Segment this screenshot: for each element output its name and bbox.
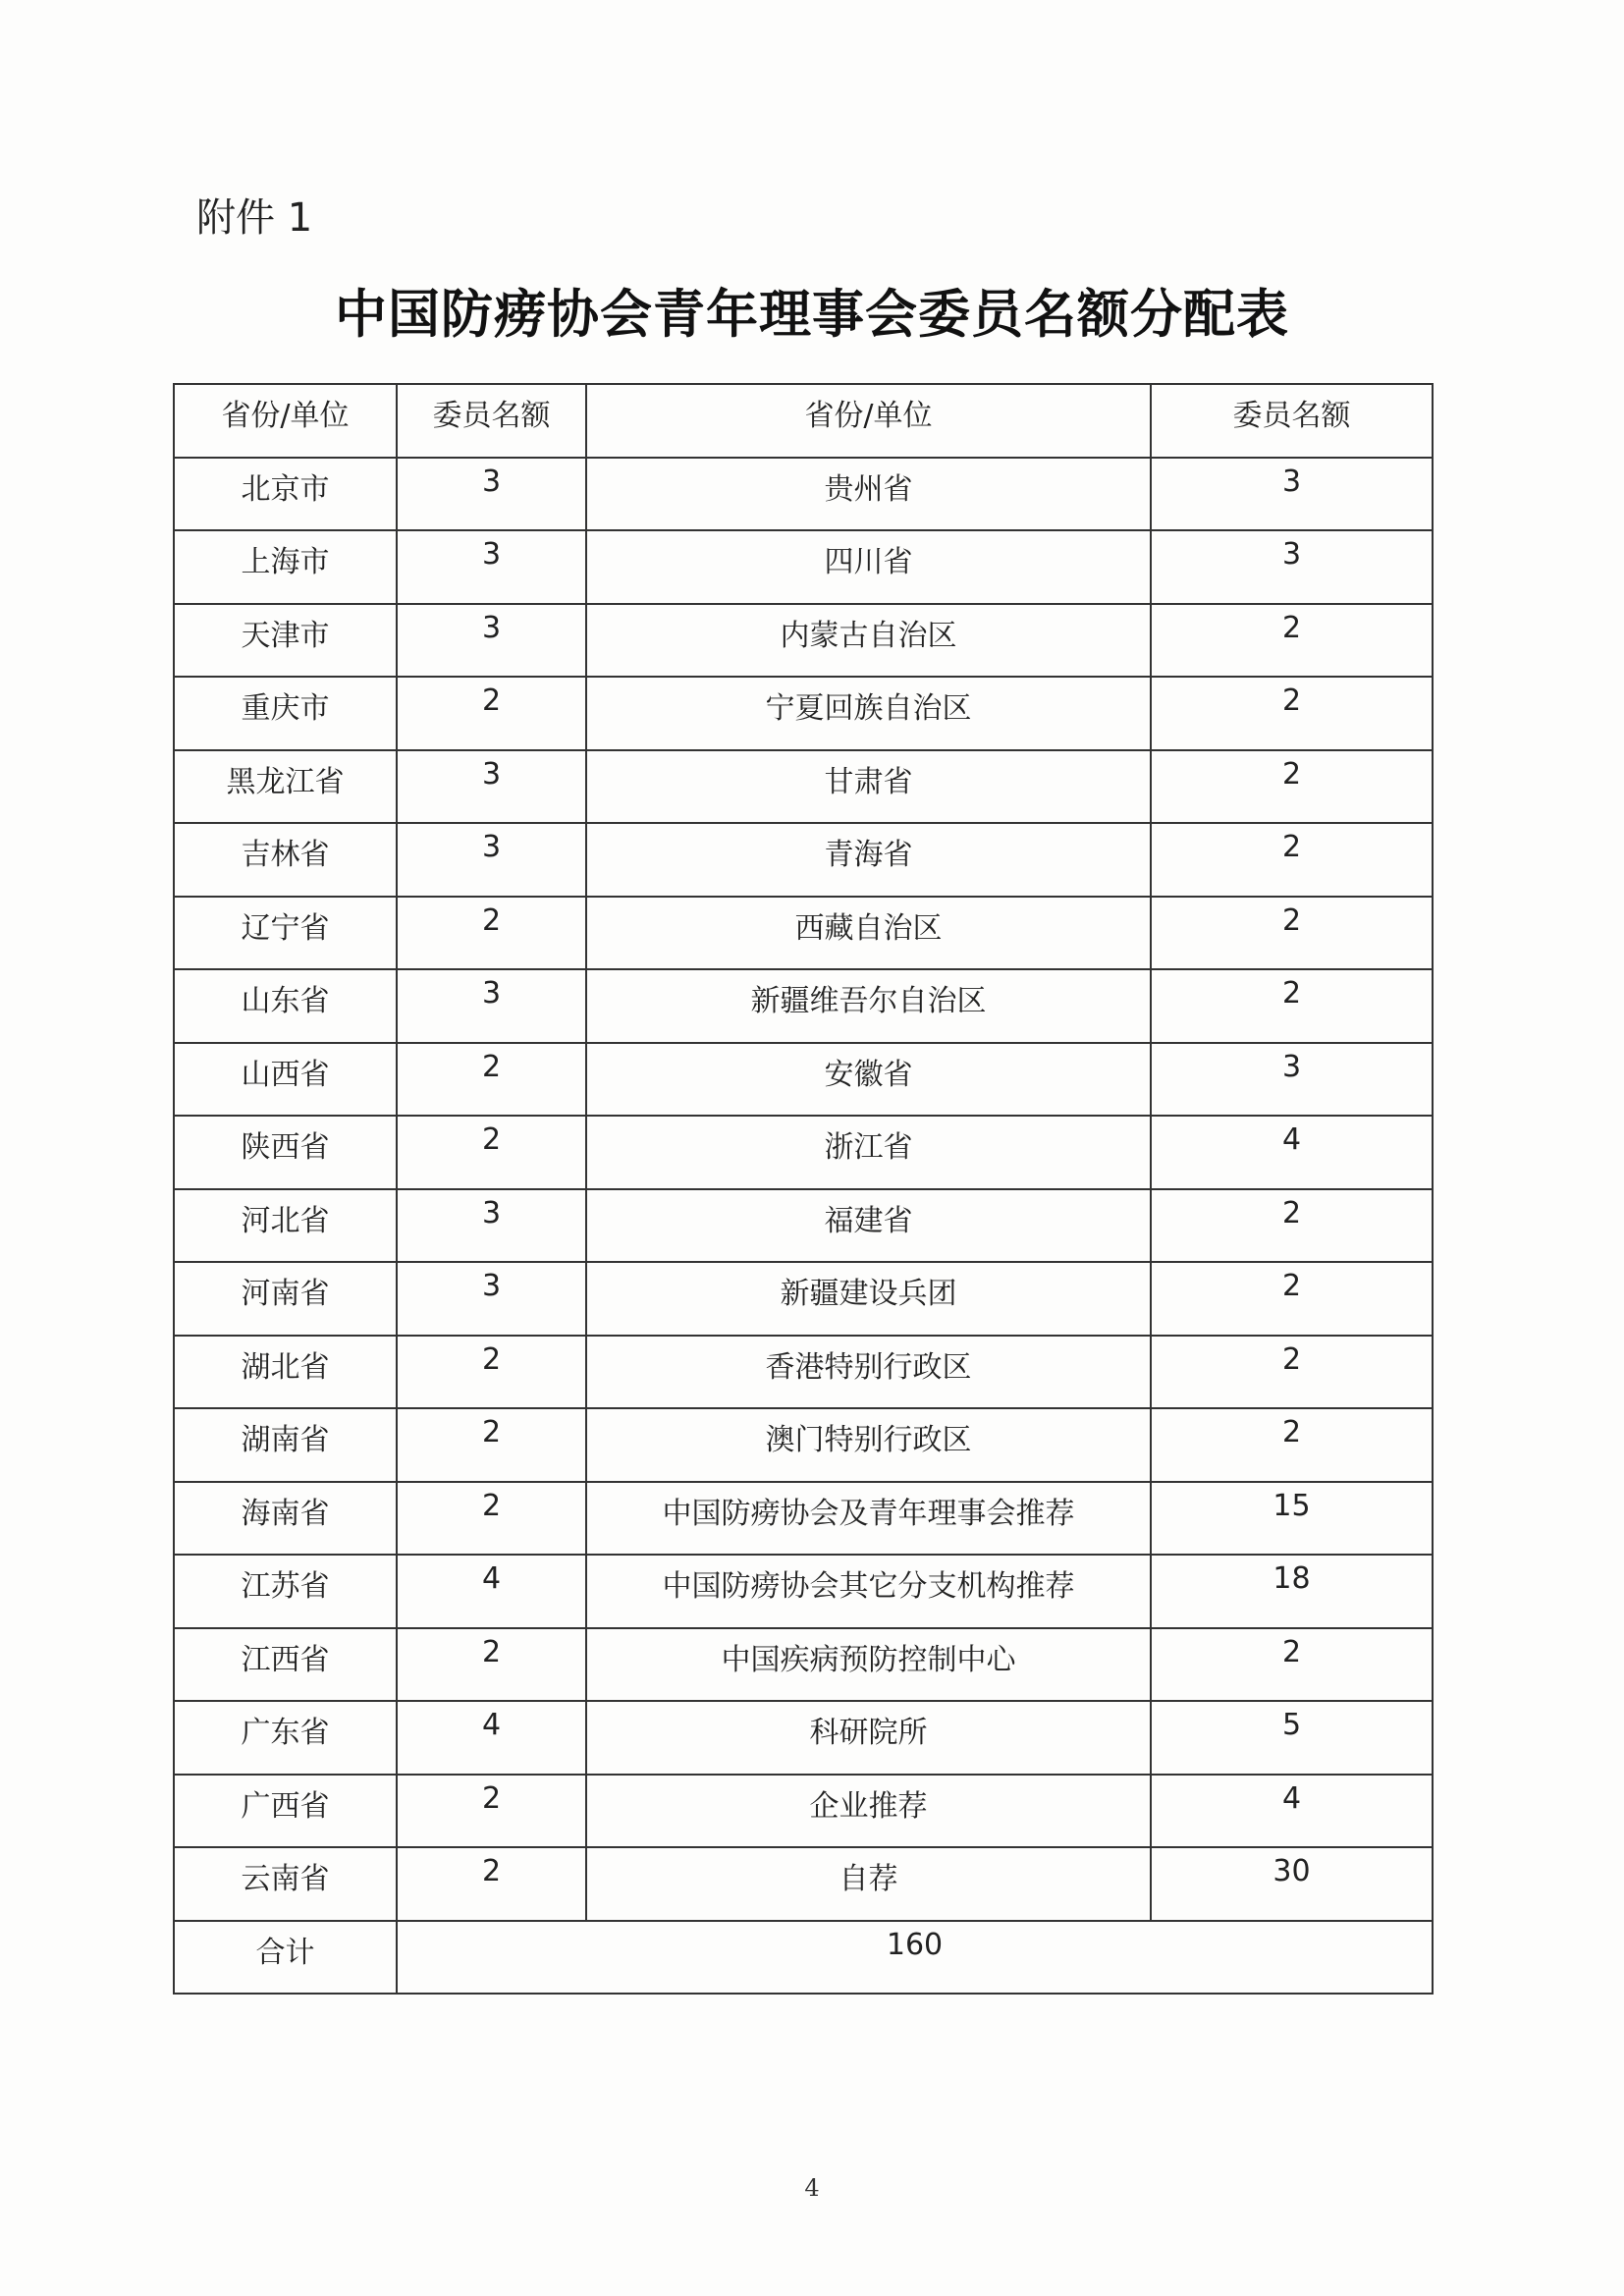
cell-region-left: 湖南省 — [174, 1408, 397, 1482]
cell-region-right: 中国疾病预防控制中心 — [586, 1628, 1151, 1702]
cell-region-left: 广西省 — [174, 1775, 397, 1848]
cell-region-left: 江西省 — [174, 1628, 397, 1702]
cell-quota-right: 2 — [1151, 1336, 1433, 1409]
cell-region-left: 广东省 — [174, 1701, 397, 1775]
cell-quota-left: 3 — [397, 1189, 586, 1263]
cell-region-right: 宁夏回族自治区 — [586, 677, 1151, 750]
table-row — [174, 604, 1433, 678]
cell-quota-left: 3 — [397, 604, 586, 678]
cell-quota-left: 2 — [397, 1775, 586, 1848]
cell-region-right: 中国防痨协会及青年理事会推荐 — [586, 1482, 1151, 1556]
table-row — [174, 1628, 1433, 1702]
cell-quota-left: 2 — [397, 677, 586, 750]
cell-region-left: 黑龙江省 — [174, 750, 397, 824]
cell-quota-right: 3 — [1151, 1043, 1433, 1117]
cell-quota-right: 2 — [1151, 1262, 1433, 1336]
cell-quota-left: 3 — [397, 750, 586, 824]
cell-region-left: 河北省 — [174, 1189, 397, 1263]
cell-quota-right: 30 — [1151, 1847, 1433, 1921]
table-total-row — [174, 1921, 1433, 1995]
cell-region-left: 吉林省 — [174, 823, 397, 897]
table-row — [174, 1701, 1433, 1775]
cell-quota-right: 2 — [1151, 677, 1433, 750]
header-quota-2: 委员名额 — [1151, 384, 1433, 458]
cell-quota-right: 5 — [1151, 1701, 1433, 1775]
cell-quota-left: 3 — [397, 969, 586, 1043]
cell-region-right: 企业推荐 — [586, 1775, 1151, 1848]
cell-quota-right: 2 — [1151, 823, 1433, 897]
table-row — [174, 1555, 1433, 1628]
cell-quota-left: 3 — [397, 530, 586, 604]
cell-region-right: 澳门特别行政区 — [586, 1408, 1151, 1482]
header-quota-1: 委员名额 — [397, 384, 586, 458]
cell-region-right: 福建省 — [586, 1189, 1151, 1263]
cell-quota-left: 4 — [397, 1701, 586, 1775]
table-row — [174, 823, 1433, 897]
cell-region-left: 山东省 — [174, 969, 397, 1043]
header-region-2: 省份/单位 — [586, 384, 1151, 458]
page-number: 4 — [804, 2174, 820, 2202]
cell-quota-left: 3 — [397, 458, 586, 531]
cell-region-left: 海南省 — [174, 1482, 397, 1556]
cell-quota-right: 4 — [1151, 1116, 1433, 1189]
cell-region-left: 天津市 — [174, 604, 397, 678]
cell-region-left: 云南省 — [174, 1847, 397, 1921]
cell-quota-right: 2 — [1151, 1408, 1433, 1482]
cell-quota-left: 3 — [397, 1262, 586, 1336]
table-row — [174, 1043, 1433, 1117]
cell-quota-left: 3 — [397, 823, 586, 897]
cell-region-left: 山西省 — [174, 1043, 397, 1117]
cell-quota-right: 2 — [1151, 1628, 1433, 1702]
cell-region-right: 西藏自治区 — [586, 897, 1151, 970]
table-row — [174, 1116, 1433, 1189]
cell-quota-right: 3 — [1151, 458, 1433, 531]
total-label: 合计 — [174, 1921, 397, 1995]
cell-region-right: 内蒙古自治区 — [586, 604, 1151, 678]
cell-quota-right: 15 — [1151, 1482, 1433, 1556]
cell-region-right: 安徽省 — [586, 1043, 1151, 1117]
total-value: 160 — [397, 1921, 1433, 1995]
cell-region-right: 自荐 — [586, 1847, 1151, 1921]
cell-quota-left: 2 — [397, 1628, 586, 1702]
cell-quota-left: 2 — [397, 1336, 586, 1409]
table-row — [174, 677, 1433, 750]
table-row — [174, 1336, 1433, 1409]
table-header-row — [174, 384, 1433, 458]
cell-quota-right: 2 — [1151, 750, 1433, 824]
cell-region-right: 新疆维吾尔自治区 — [586, 969, 1151, 1043]
cell-quota-right: 2 — [1151, 897, 1433, 970]
cell-quota-right: 2 — [1151, 969, 1433, 1043]
table-row — [174, 1189, 1433, 1263]
quota-table — [173, 383, 1434, 1995]
table-row — [174, 1482, 1433, 1556]
cell-quota-left: 4 — [397, 1555, 586, 1628]
cell-region-right: 中国防痨协会其它分支机构推荐 — [586, 1555, 1151, 1628]
cell-region-left: 上海市 — [174, 530, 397, 604]
cell-quota-right: 18 — [1151, 1555, 1433, 1628]
cell-region-right: 新疆建设兵团 — [586, 1262, 1151, 1336]
cell-region-left: 北京市 — [174, 458, 397, 531]
cell-region-right: 科研院所 — [586, 1701, 1151, 1775]
cell-region-left: 重庆市 — [174, 677, 397, 750]
cell-region-right: 甘肃省 — [586, 750, 1151, 824]
table-row — [174, 897, 1433, 970]
table-row — [174, 969, 1433, 1043]
cell-region-left: 陕西省 — [174, 1116, 397, 1189]
cell-region-left: 河南省 — [174, 1262, 397, 1336]
cell-quota-left: 2 — [397, 1043, 586, 1117]
attachment-label: 附件 1 — [196, 195, 313, 241]
table-row — [174, 458, 1433, 531]
cell-quota-left: 2 — [397, 897, 586, 970]
table-row — [174, 750, 1433, 824]
cell-quota-left: 2 — [397, 1408, 586, 1482]
table-row — [174, 1408, 1433, 1482]
cell-region-right: 浙江省 — [586, 1116, 1151, 1189]
document-title: 中国防痨协会青年理事会委员名额分配表 — [335, 284, 1289, 345]
cell-region-right: 香港特别行政区 — [586, 1336, 1151, 1409]
cell-quota-left: 2 — [397, 1847, 586, 1921]
table-row — [174, 1775, 1433, 1848]
header-region-1: 省份/单位 — [174, 384, 397, 458]
table-row — [174, 1262, 1433, 1336]
cell-quota-left: 2 — [397, 1116, 586, 1189]
cell-quota-right: 4 — [1151, 1775, 1433, 1848]
table-body — [174, 458, 1433, 1921]
cell-region-left: 湖北省 — [174, 1336, 397, 1409]
cell-quota-right: 2 — [1151, 1189, 1433, 1263]
cell-region-left: 辽宁省 — [174, 897, 397, 970]
cell-region-left: 江苏省 — [174, 1555, 397, 1628]
cell-region-right: 青海省 — [586, 823, 1151, 897]
cell-region-right: 四川省 — [586, 530, 1151, 604]
cell-region-right: 贵州省 — [586, 458, 1151, 531]
cell-quota-right: 3 — [1151, 530, 1433, 604]
cell-quota-left: 2 — [397, 1482, 586, 1556]
table-row — [174, 530, 1433, 604]
cell-quota-right: 2 — [1151, 604, 1433, 678]
table-row — [174, 1847, 1433, 1921]
